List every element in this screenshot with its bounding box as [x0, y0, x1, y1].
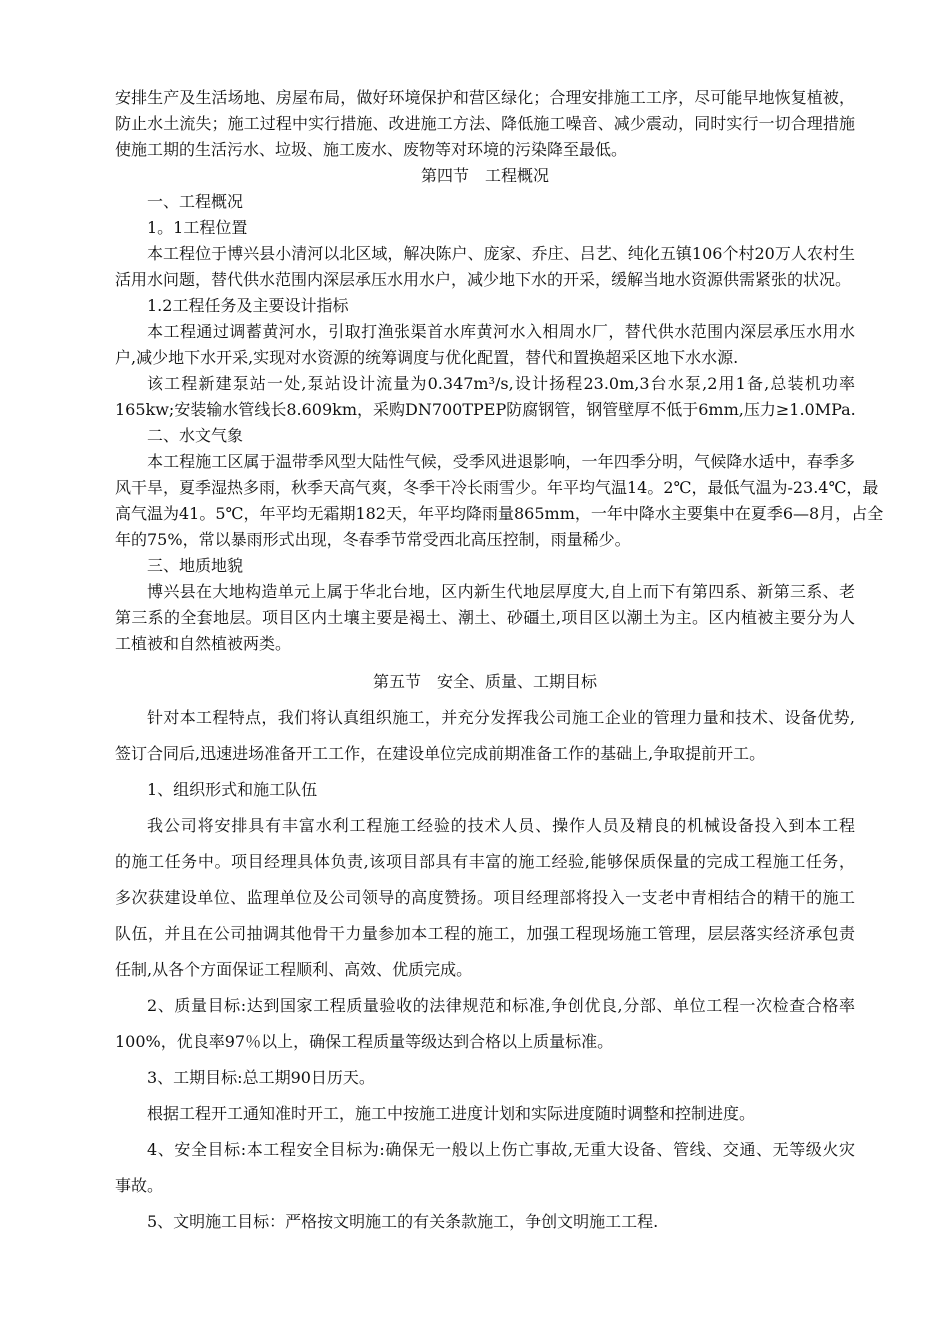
section-5-title: 第五节 安全、质量、工期目标 — [372, 672, 597, 691]
heading-organization: 1、组织形式和施工队伍 — [147, 780, 318, 799]
organization-para-line-1: 我公司将安排具有丰富水利工程施工经验的技术人员、操作人员及精良的机械设备投入到本工程 — [147, 816, 855, 835]
tasks-para-line-1: 本工程通过调蓄黄河水，引取打渔张渠首水库黄河水入相周水厂，替代供水范围内深层承压水用水 — [147, 322, 855, 341]
heading-project-location: 1。1工程位置 — [147, 218, 248, 237]
hydrology-para-line-3: 高气温为41。5℃，年平均无霜期182天，年平均降雨量865mm，一年中降水主要集中在夏季6—8月，占全 — [115, 504, 884, 523]
heading-tasks-indicators: 1.2工程任务及主要设计指标 — [147, 296, 349, 315]
intro-line-3: 使施工期的生活污水、垃圾、施工废水、废物等对环境的污染降至最低。 — [115, 140, 628, 159]
location-para-line-1: 本工程位于博兴县小清河以北区域，解决陈户、庞家、乔庄、吕艺、纯化五镇106个村20万人农村生 — [147, 244, 855, 263]
pump-para-line-1: 该工程新建泵站一处,泵站设计流量为0.347m³/s,设计扬程23.0m,3台水泵,2用1备,总装机功率 — [147, 374, 855, 393]
heading-geology: 三、地质地貌 — [147, 556, 244, 575]
hydrology-para-line-4: 年的75%，常以暴雨形式出现，冬春季节常受西北高压控制，雨量稀少。 — [115, 530, 631, 549]
pump-para-line-2: 165kw;安装输水管线长8.609km，采购DN700TPEP防腐钢管，钢管壁厚不低于6mm,压力≥1.0MPa. — [115, 400, 856, 419]
organization-para-line-3: 多次获建设单位、监理单位及公司领导的高度赞扬。项目经理部将投入一支老中青相结合的精干的施工 — [115, 888, 855, 907]
safety-para-line-1: 4、安全目标:本工程安全目标为:确保无一般以上伤亡事故,无重大设备、管线、交通、无等级火灾 — [147, 1140, 855, 1159]
goals-intro-line-2: 签订合同后,迅速进场准备开工工作，在建设单位完成前期准备工作的基础上,争取提前开工。 — [115, 744, 766, 763]
schedule-goal: 3、工期目标:总工期90日历天。 — [147, 1068, 375, 1087]
tasks-para-line-2: 户,减少地下水开采,实现对水资源的统筹调度与优化配置，替代和置换超采区地下水水源. — [115, 348, 739, 367]
geology-para-line-2: 第三系的全套地层。项目区内土壤主要是褐土、潮土、砂礓土,项目区以潮土为主。区内植被主要分为人 — [115, 608, 855, 627]
organization-para-line-2: 的施工任务中。项目经理具体负责,该项目部具有丰富的施工经验,能够保质保量的完成工程施工任务， — [115, 852, 855, 871]
location-para-line-2: 活用水问题，替代供水范围内深层承压水用水户，减少地下水的开采，缓解当地水资源供需紧张的状况。 — [115, 270, 852, 289]
civilized-construction-goal: 5、文明施工目标：严格按文明施工的有关条款施工，争创文明施工工程. — [147, 1212, 659, 1231]
quality-para-line-1: 2、质量目标:达到国家工程质量验收的法律规范和标准,争创优良,分部、单位工程一次检查合格率 — [147, 996, 855, 1015]
intro-line-1: 安排生产及生活场地、房屋布局，做好环境保护和营区绿化；合理安排施工工序，尽可能早地恢复植被， — [115, 88, 855, 107]
quality-para-line-2: 100%，优良率97％以上，确保工程质量等级达到合格以上质量标准。 — [115, 1032, 614, 1051]
safety-para-line-2: 事故。 — [115, 1176, 164, 1195]
intro-line-2: 防止水土流失；施工过程中实行措施、改进施工方法、降低施工噪音、减少震动，同时实行一切合理措施 — [115, 114, 855, 133]
hydrology-para-line-2: 风干旱，夏季湿热多雨，秋季天高气爽，冬季干冷长雨雪少。年平均气温14。2℃，最低气温为-23.4℃，最 — [115, 478, 879, 497]
heading-project-overview: 一、工程概况 — [147, 192, 244, 211]
schedule-control-para: 根据工程开工通知准时开工，施工中按施工进度计划和实际进度随时调整和控制进度。 — [147, 1104, 756, 1123]
hydrology-para-line-1: 本工程施工区属于温带季风型大陆性气候，受季风进退影响，一年四季分明，气候降水适中，春季多 — [147, 452, 855, 471]
organization-para-line-5: 任制,从各个方面保证工程顺利、高效、优质完成。 — [115, 960, 473, 979]
goals-intro-line-1: 针对本工程特点，我们将认真组织施工，并充分发挥我公司施工企业的管理力量和技术、设备优势, — [147, 708, 855, 727]
geology-para-line-1: 博兴县在大地构造单元上属于华北台地，区内新生代地层厚度大,自上而下有第四系、新第三系、老 — [147, 582, 855, 601]
organization-para-line-4: 队伍，并且在公司抽调其他骨干力量参加本工程的施工，加强工程现场施工管理，层层落实经济承包责 — [115, 924, 855, 943]
section-4-title: 第四节 工程概况 — [420, 166, 549, 185]
geology-para-line-3: 工植被和自然植被两类。 — [115, 634, 292, 653]
heading-hydrology: 二、水文气象 — [147, 426, 244, 445]
